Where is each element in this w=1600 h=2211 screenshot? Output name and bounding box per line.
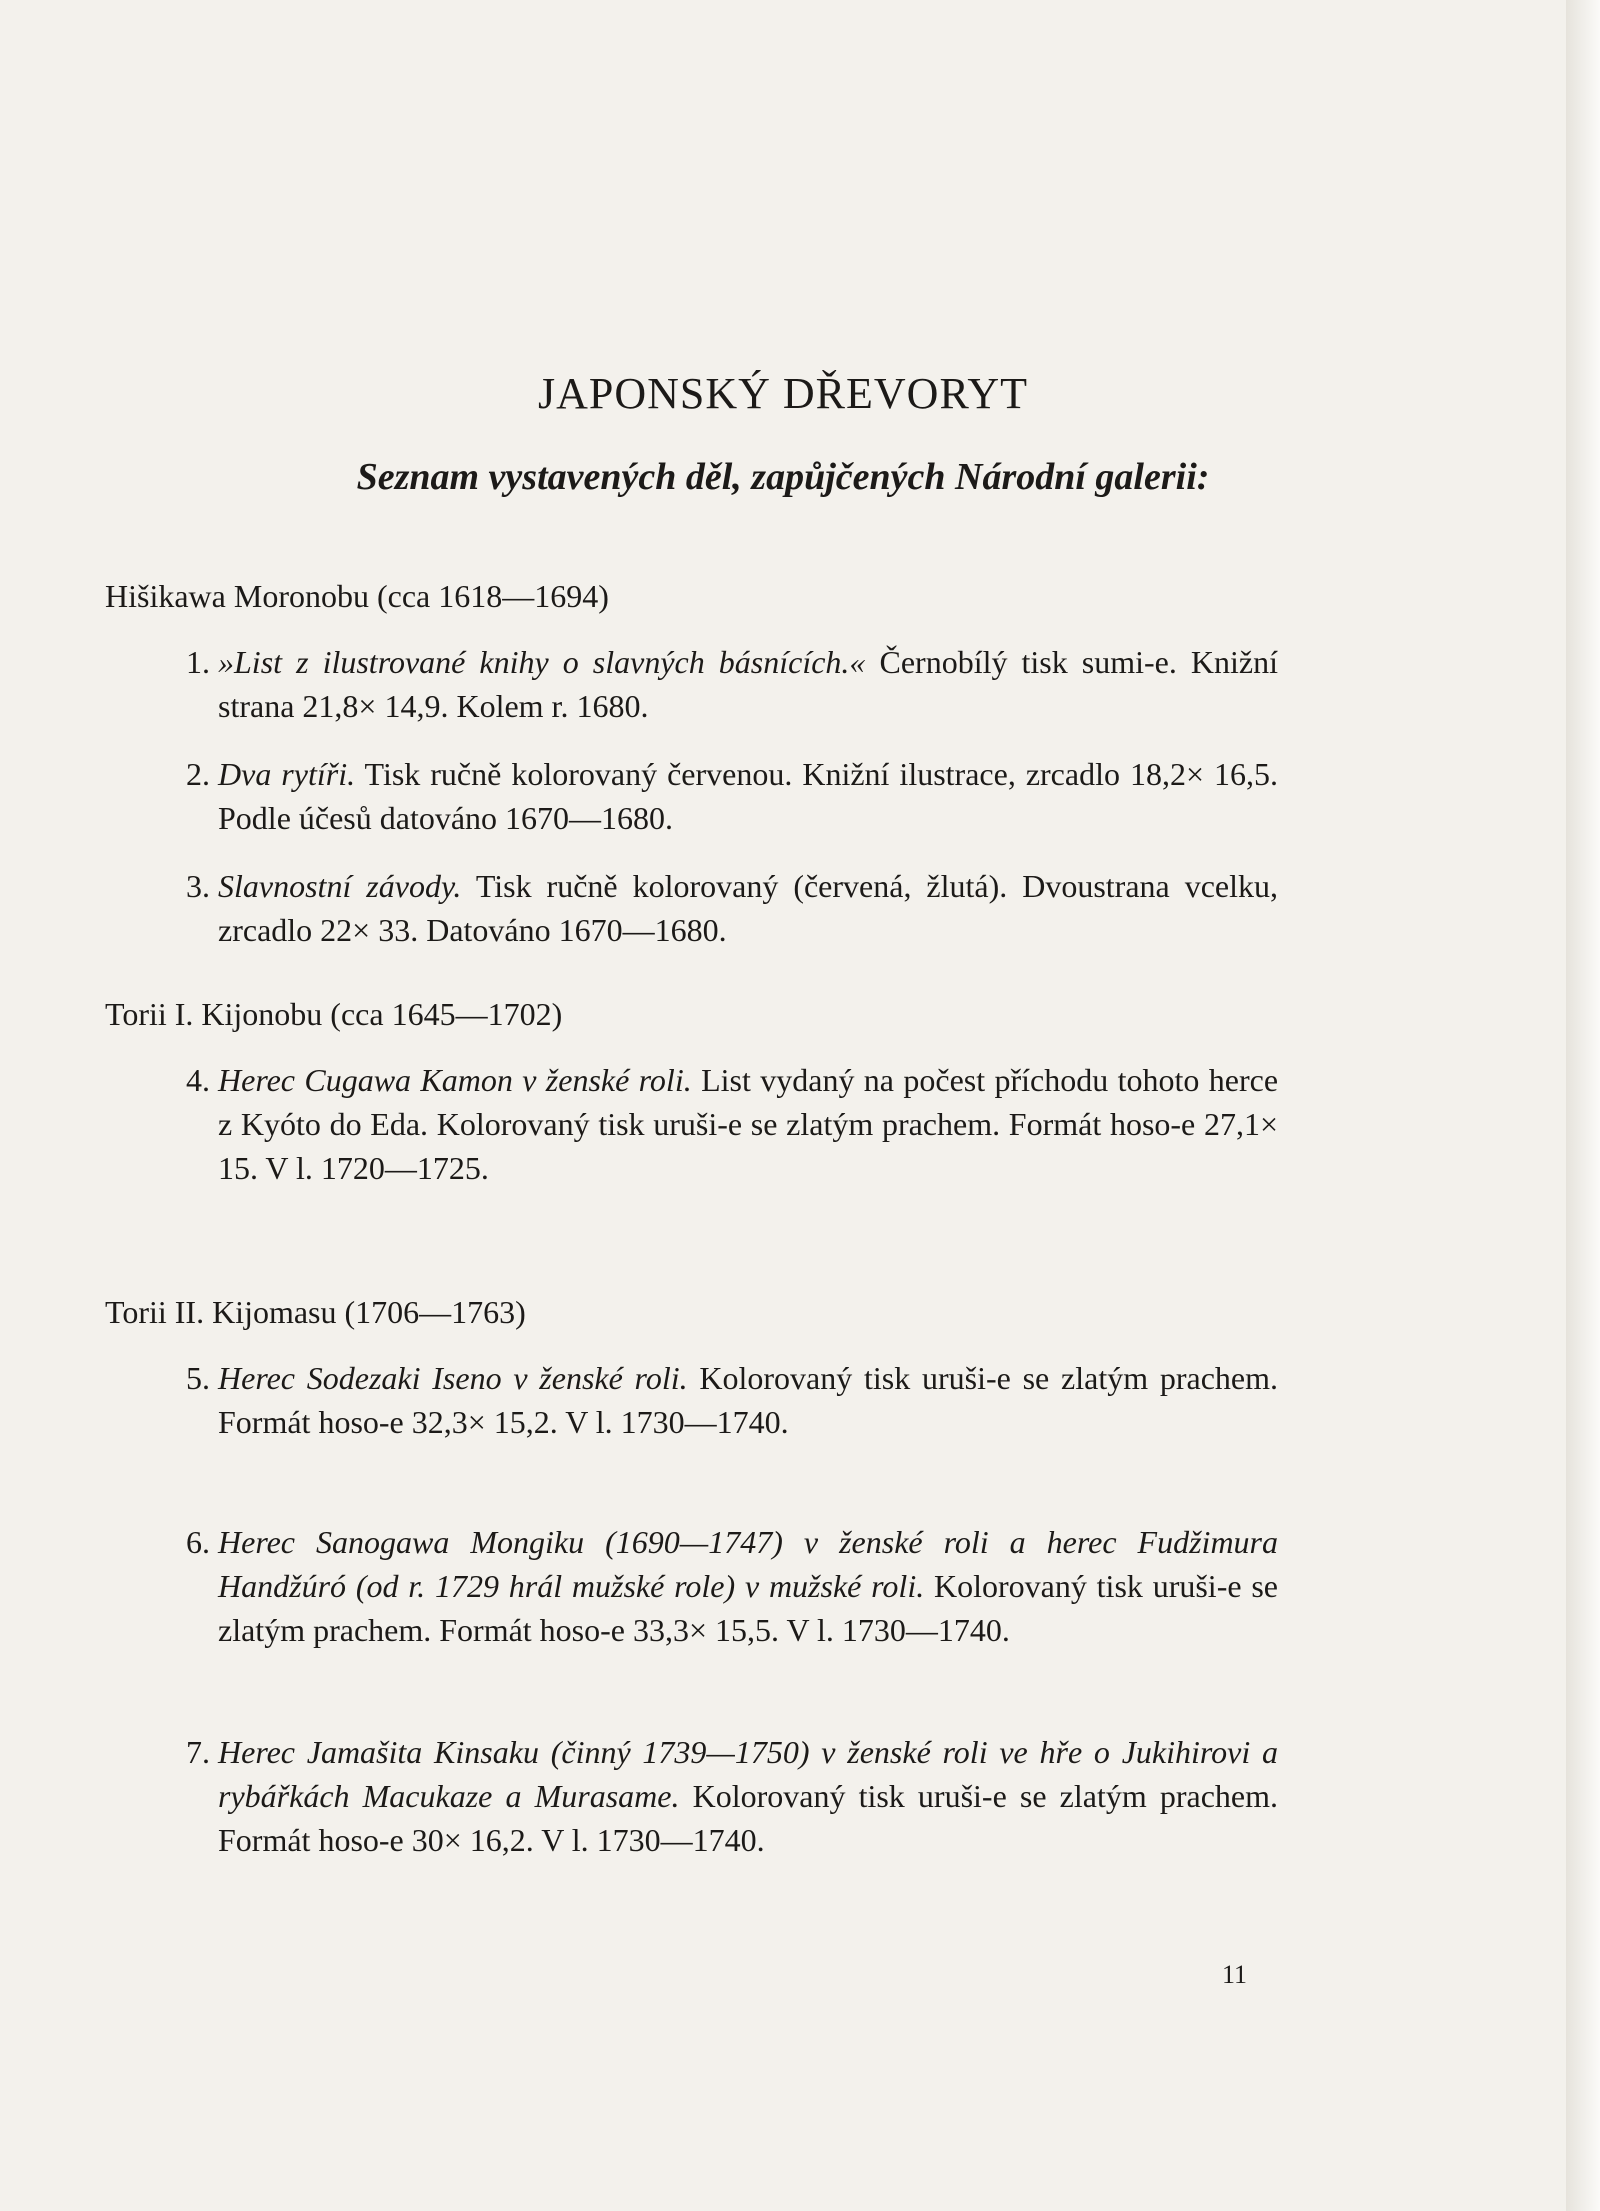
list-item bbox=[186, 1520, 1278, 1652]
artist-heading: Hišikawa Moronobu (cca 1618—1694) bbox=[105, 578, 609, 614]
item-title: Dva rytíři. bbox=[218, 756, 356, 792]
item-description: List vydaný na počest příchodu tohoto herce z Kyóto do Eda. Kolorovaný tisk uruši-e se zlatým prachem. Formát hoso-e 27,1× 15. V l. 1720—1725. bbox=[218, 1062, 1279, 1186]
item-number: 2. bbox=[186, 756, 210, 792]
list-item bbox=[186, 1058, 1279, 1190]
list-item bbox=[186, 1356, 1279, 1444]
item-title: Herec Sodezaki Iseno v ženské roli. bbox=[218, 1360, 688, 1396]
item-title: Herec Jamašita Kinsaku (činný 1739—1750) v ženské roli ve hře o Jukihirovi a rybářkách Macukaze a Murasame. bbox=[218, 1734, 1278, 1814]
page-edge bbox=[1566, 0, 1600, 2211]
artist-heading: Torii I. Kijonobu (cca 1645—1702) bbox=[105, 996, 563, 1032]
list-item bbox=[186, 1730, 1279, 1862]
item-title: »List z ilustrované knihy o slavných básnících.« bbox=[218, 644, 866, 680]
page-title: JAPONSKÝ DŘEVORYT bbox=[537, 369, 1029, 418]
item-title: Herec Cugawa Kamon v ženské roli. bbox=[218, 1062, 692, 1098]
item-description: Kolorovaný tisk uruši-e se zlatým prachem. Formát hoso-e 33,3× 15,5. V l. 1730—1740. bbox=[218, 1568, 1278, 1648]
item-number: 4. bbox=[186, 1062, 210, 1098]
item-title: Slavnostní závody. bbox=[218, 868, 462, 904]
item-title: Herec Sanogawa Mongiku (1690—1747) v ženské roli a herec Fudžimura Handžúró (od r. 1729 hrál mužské role) v mužské roli. bbox=[218, 1524, 1278, 1604]
item-description: Tisk ručně kolorovaný (červená, žlutá). Dvoustrana vcelku, zrcadlo 22× 33. Datováno 1670—1680. bbox=[218, 868, 1279, 948]
item-description: Kolorovaný tisk uruši-e se zlatým prachem. Formát hoso-e 30× 16,2. V l. 1730—1740. bbox=[218, 1778, 1279, 1858]
list-item bbox=[186, 864, 1279, 952]
item-description: Tisk ručně kolorovaný červenou. Knižní ilustrace, zrcadlo 18,2× 16,5. Podle účesů datováno 1670—1680. bbox=[218, 756, 1279, 836]
item-number: 5. bbox=[186, 1360, 210, 1396]
list-item bbox=[186, 752, 1279, 840]
page-subtitle: Seznam vystavených děl, zapůjčených Národní galerii: bbox=[356, 456, 1210, 498]
page-number: 11 bbox=[1222, 1960, 1248, 1989]
item-number: 3. bbox=[186, 868, 210, 904]
item-number: 7. bbox=[186, 1734, 210, 1770]
item-number: 1. bbox=[186, 644, 210, 680]
item-description: Černobílý tisk sumi-e. Knižní strana 21,8× 14,9. Kolem r. 1680. bbox=[218, 644, 1279, 724]
item-number: 6. bbox=[186, 1524, 210, 1560]
artist-heading: Torii II. Kijomasu (1706—1763) bbox=[105, 1294, 526, 1330]
list-item bbox=[186, 640, 1279, 728]
item-description: Kolorovaný tisk uruši-e se zlatým prachem. Formát hoso-e 32,3× 15,2. V l. 1730—1740. bbox=[218, 1360, 1279, 1440]
